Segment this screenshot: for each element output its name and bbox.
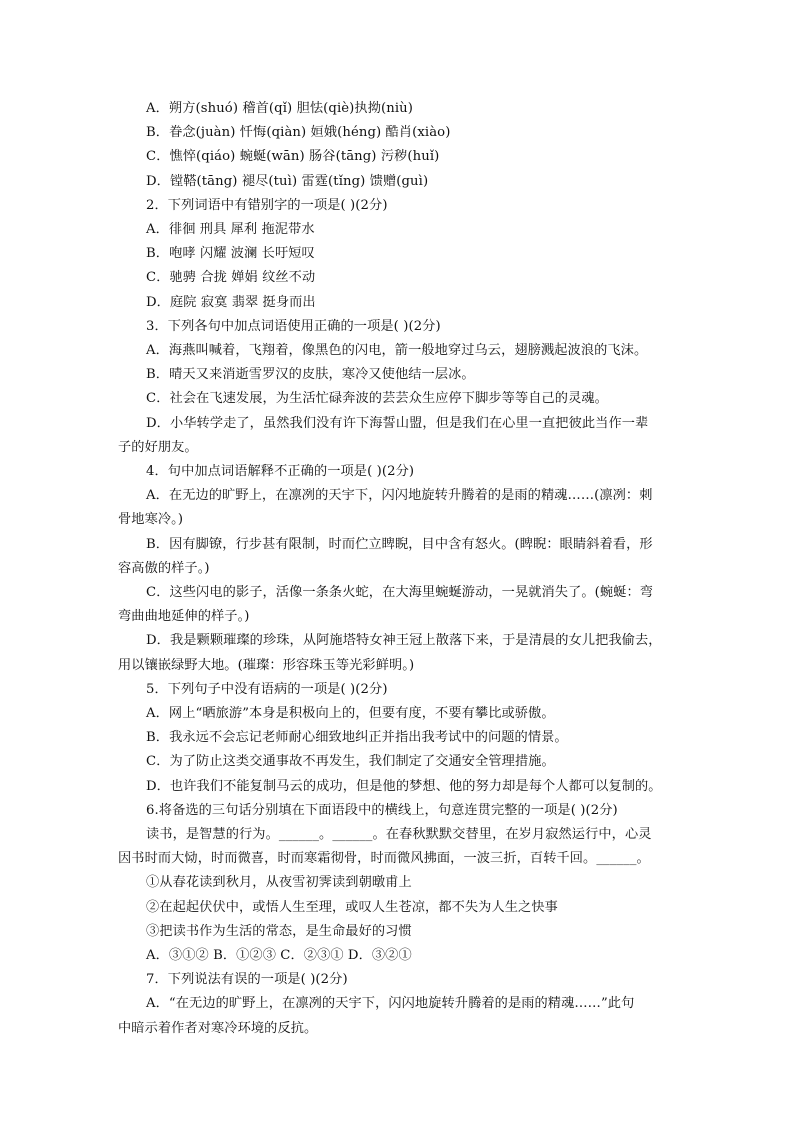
- option-line: B．咆哮 闪耀 波澜 长吁短叹: [146, 246, 315, 261]
- continuation-line: 弯曲曲地延伸的样子。): [118, 609, 250, 624]
- question-line: 5．下列句子中没有语病的一项是( )(2分): [146, 682, 388, 697]
- option-line: A．“在无边的旷野上，在凛冽的天宇下，闪闪地旋转升腾着的是雨的精魂……”此句: [146, 996, 635, 1011]
- option-line: B．眷念(juàn) 忏悔(qiàn) 姮娥(héng) 酷肖(xiào): [146, 125, 451, 140]
- continuation-line: 中暗示着作者对寒冷环境的反抗。: [118, 1021, 318, 1036]
- option-line: ③把读书作为生活的常态，是生命最好的习惯: [146, 924, 412, 939]
- option-line: D．也许我们不能复制马云的成功，但是他的梦想、他的努力却是每个人都可以复制的。: [146, 779, 662, 794]
- option-line: A．朔方(shuó) 稽首(qǐ) 胆怯(qiè)执拗(niù): [146, 101, 413, 116]
- question-line: 7．下列说法有误的一项是( )(2分): [146, 972, 348, 987]
- continuation-line: 容高傲的样子。): [118, 561, 210, 576]
- option-line: 读书，是智慧的行为。______。______。在春秋默默交替里，在岁月寂然运行中，心灵: [146, 827, 652, 842]
- option-line: D．我是颗颗璀璨的珍珠，从阿施塔特女神王冠上散落下来，于是清晨的女儿把我偷去，: [146, 633, 662, 648]
- option-line: B．晴天又来消逝雪罗汉的皮肤，寒冷又使他结一层冰。: [146, 367, 475, 382]
- option-line: C．这些闪电的影子，活像一条条火蛇，在大海里蜿蜒游动，一晃就消失了。(蜿蜒：弯: [146, 585, 654, 600]
- option-line: A．③①② B．①②③ C．②③① D．③②①: [146, 948, 412, 963]
- continuation-line: 因书时而大恸，时而微喜，时而寒霜彻骨，时而微风拂面，一波三折，百转千回。______。: [118, 851, 650, 866]
- question-line: 6.将备选的三句话分别填在下面语段中的横线上，句意连贯完整的一项是( )(2分): [146, 803, 618, 818]
- option-line: B．因有脚镣，行步甚有限制，时而伫立睥睨，目中含有怒火。(睥睨：眼睛斜着看，形: [146, 537, 653, 552]
- option-line: A．海燕叫喊着，飞翔着，像黑色的闪电，箭一般地穿过乌云，翅膀溅起波浪的飞沫。: [146, 343, 648, 358]
- option-line: D．庭院 寂寞 翡翠 挺身而出: [146, 295, 316, 310]
- option-line: C．驰骋 合拢 婵娟 纹丝不动: [146, 270, 316, 285]
- option-line: ①从春花读到秋月，从夜雪初霁读到朝暾甫上: [146, 875, 412, 890]
- continuation-line: 用以镶嵌绿野大地。(璀璨：形容珠玉等光彩鲜明。): [118, 658, 415, 673]
- option-line: B．我永远不会忘记老师耐心细致地纠正并指出我考试中的问题的情景。: [146, 730, 568, 745]
- option-line: C．憔悴(qiáo) 蜿蜒(wān) 肠谷(tāng) 污秽(huǐ): [146, 149, 440, 164]
- option-line: A．在无边的旷野上，在凛冽的天宇下，闪闪地旋转升腾着的是雨的精魂……(凛冽：刺: [146, 488, 653, 503]
- continuation-line: 骨地寒冷。): [118, 512, 184, 527]
- question-line: 2．下列词语中有错别字的一项是( )(2分): [146, 198, 388, 213]
- option-line: D．镗鞳(tāng) 褪尽(tuì) 雷霆(tǐng) 馈赠(guì): [146, 174, 429, 189]
- question-line: 4．句中加点词语解释不正确的一项是( )(2分): [146, 464, 415, 479]
- option-line: C．为了防止这类交通事故不再发生，我们制定了交通安全管理措施。: [146, 754, 555, 769]
- option-line: ②在起起伏伏中，或悟人生至理，或叹人生苍凉，都不失为人生之快事: [146, 900, 558, 915]
- option-line: A．徘徊 刑具 犀利 拖泥带水: [146, 222, 315, 237]
- continuation-line: 子的好朋友。: [118, 440, 198, 455]
- option-line: A．网上“晒旅游”本身是积极向上的，但要有度，不要有攀比或骄傲。: [146, 706, 555, 721]
- question-line: 3．下列各句中加点词语使用正确的一项是( )(2分): [146, 319, 441, 334]
- option-line: C．社会在飞速发展，为生活忙碌奔波的芸芸众生应停下脚步等等自己的灵魂。: [146, 391, 608, 406]
- option-line: D．小华转学走了，虽然我们没有许下海誓山盟，但是我们在心里一直把彼此当作一辈: [146, 416, 649, 431]
